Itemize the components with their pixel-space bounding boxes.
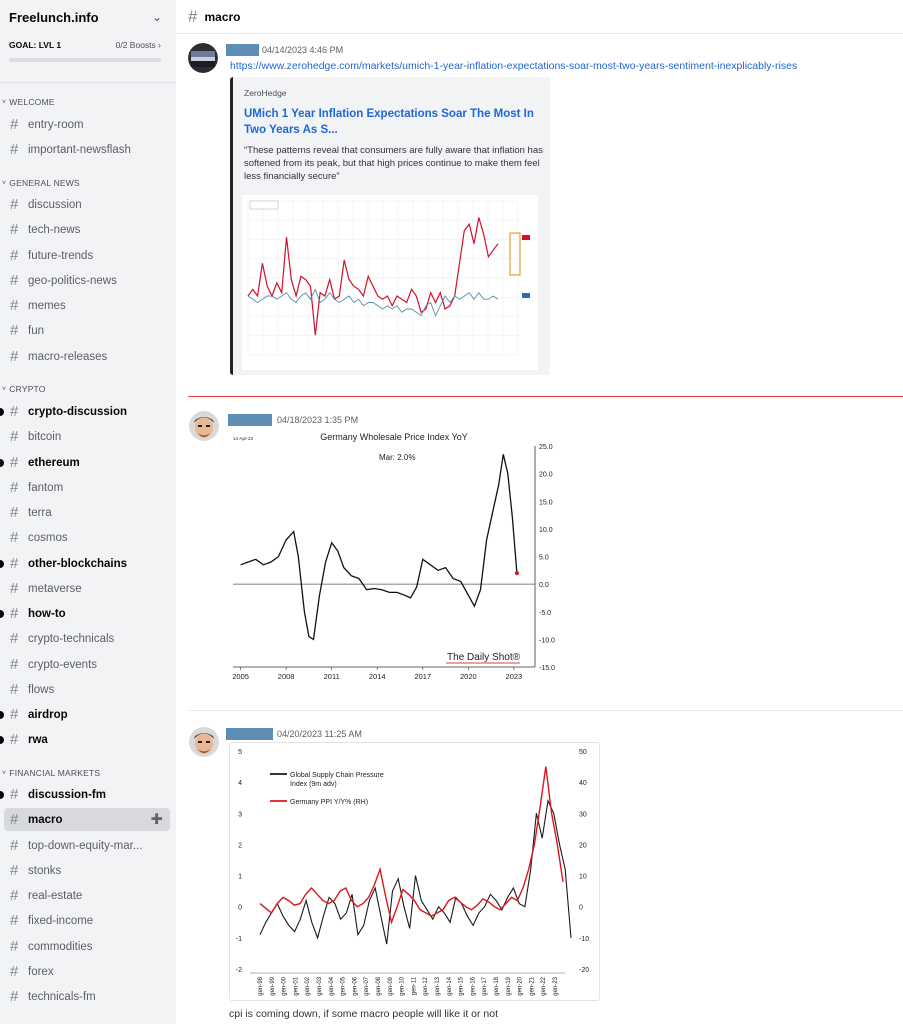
y-right-tick-label: 10 bbox=[579, 873, 587, 881]
value-tag bbox=[522, 235, 530, 240]
source-label: The Daily Shot® bbox=[447, 652, 520, 663]
legend-label-2: Germany PPI Y/Y% (RH) bbox=[290, 799, 369, 806]
channel-label: airdrop bbox=[28, 708, 68, 721]
channel-title: macro bbox=[204, 9, 241, 24]
x-tick-label: gen-11 bbox=[411, 977, 418, 996]
embed-provider: ZeroHedge bbox=[244, 88, 287, 98]
channel-item-metaverse[interactable] bbox=[4, 577, 170, 600]
new-messages-divider bbox=[188, 396, 903, 397]
channel-hash-icon: # bbox=[10, 837, 19, 854]
channel-label: technicals-fm bbox=[28, 990, 96, 1003]
channel-item-macro-releases[interactable] bbox=[4, 345, 170, 368]
unread-indicator bbox=[0, 736, 4, 744]
x-tick-label: gen-17 bbox=[482, 977, 489, 996]
boost-goal[interactable] bbox=[9, 40, 161, 62]
x-tick-label: 2011 bbox=[323, 672, 340, 681]
channel-hash-icon: # bbox=[10, 403, 19, 420]
channel-item-rwa[interactable] bbox=[4, 728, 170, 751]
x-tick-label: gen-14 bbox=[446, 977, 453, 996]
legend-label-1b: Index (9m adv) bbox=[290, 781, 337, 788]
channel-hash-icon: # bbox=[10, 862, 19, 879]
chevron-down-icon[interactable]: ⌄ bbox=[151, 10, 162, 24]
category-label: CRYPTO bbox=[9, 384, 46, 394]
x-tick-label: 2008 bbox=[277, 672, 295, 681]
channel-label: memes bbox=[28, 299, 66, 312]
channel-hash-icon: # bbox=[10, 297, 19, 314]
channel-item-stonks[interactable] bbox=[4, 859, 170, 882]
channel-item-commodities[interactable] bbox=[4, 935, 170, 958]
username[interactable] bbox=[228, 414, 272, 426]
channel-label: discussion-fm bbox=[28, 788, 106, 801]
y-left-tick-label: 5 bbox=[238, 749, 242, 756]
channel-label: entry-room bbox=[28, 118, 84, 131]
channel-item-fixed-income[interactable] bbox=[4, 909, 170, 932]
last-point-marker bbox=[515, 571, 519, 575]
channel-item-fun[interactable] bbox=[4, 319, 170, 342]
message-link[interactable]: https://www.zerohedge.com/markets/umich-1-year-inflation-expectations-soar-most-two-years-sentiment-inexplicably-rises bbox=[230, 60, 798, 72]
y-left-tick-label: 3 bbox=[238, 811, 242, 819]
x-tick-label: gen-09 bbox=[387, 977, 394, 996]
channel-hash-icon: # bbox=[10, 811, 19, 828]
chevron-down-icon: ˅ bbox=[2, 385, 7, 393]
divider bbox=[188, 710, 903, 711]
category-crypto[interactable] bbox=[2, 384, 46, 394]
y-right-tick-label: -10 bbox=[579, 935, 590, 943]
channel-item-memes[interactable] bbox=[4, 294, 170, 317]
channel-label: macro bbox=[28, 813, 63, 826]
channel-hash-icon: # bbox=[10, 605, 19, 622]
channel-label: future-trends bbox=[28, 249, 94, 262]
y-tick-label: 0.0 bbox=[539, 582, 549, 590]
channel-hash-icon: # bbox=[10, 116, 19, 133]
y-left-tick-label: -1 bbox=[235, 935, 242, 943]
channel-item-how-to[interactable] bbox=[4, 602, 170, 625]
channel-hash-icon: # bbox=[10, 529, 19, 546]
embed-description: “These patterns reveal that consumers are fully aware that inflation has softened from its peak, but that high prices continue to make them feel less financially secure” bbox=[244, 145, 543, 182]
x-tick-label: gen-12 bbox=[423, 977, 430, 996]
channel-hash-icon: # bbox=[10, 630, 19, 647]
x-tick-label: gen-22 bbox=[541, 977, 548, 996]
add-member-icon[interactable]: ➕ bbox=[150, 814, 163, 825]
username[interactable] bbox=[226, 728, 273, 740]
y-left-tick-label: 4 bbox=[238, 780, 242, 788]
channel-hash-icon: # bbox=[10, 912, 19, 929]
chart-title: Germany Wholesale Price Index YoY bbox=[320, 432, 468, 442]
image-attachment[interactable] bbox=[229, 742, 600, 1001]
channel-item-macro[interactable] bbox=[4, 808, 170, 831]
channel-item-other-blockchains[interactable] bbox=[4, 552, 170, 575]
legend-label-1: Global Supply Chain Pressure bbox=[290, 772, 384, 779]
x-tick-label: gen-06 bbox=[352, 977, 359, 996]
unread-indicator bbox=[0, 610, 4, 618]
channel-item-technicals-fm[interactable] bbox=[4, 985, 170, 1008]
x-tick-label: gen-23 bbox=[553, 977, 559, 996]
channel-label: important-newsflash bbox=[28, 143, 131, 156]
y-right-tick-label: 0 bbox=[579, 904, 583, 912]
x-tick-label: 2020 bbox=[459, 672, 477, 681]
unread-indicator bbox=[0, 560, 4, 568]
y-tick-label: 25.0 bbox=[539, 444, 553, 451]
x-tick-label: gen-20 bbox=[517, 977, 524, 996]
x-tick-label: gen-07 bbox=[364, 977, 371, 996]
channel-label: discussion bbox=[28, 198, 82, 211]
x-tick-label: 2017 bbox=[414, 672, 432, 681]
channel-item-ethereum[interactable] bbox=[4, 451, 170, 474]
avatar[interactable] bbox=[189, 411, 219, 441]
channel-hash-icon: # bbox=[10, 681, 19, 698]
channel-label: macro-releases bbox=[28, 350, 108, 363]
x-tick-label: 2014 bbox=[368, 672, 386, 681]
channel-hash-icon: # bbox=[10, 141, 19, 158]
category-label: FINANCIAL MARKETS bbox=[9, 768, 101, 778]
channel-hash-icon: # bbox=[10, 221, 19, 238]
series-line bbox=[248, 289, 498, 315]
channel-item-tech-news[interactable] bbox=[4, 218, 170, 241]
channel-item-real-estate[interactable] bbox=[4, 884, 170, 907]
channel-label: flows bbox=[28, 683, 55, 696]
y-right-tick-label: 30 bbox=[579, 811, 587, 819]
channel-label: how-to bbox=[28, 607, 66, 620]
goal-label: GOAL: LVL 1 bbox=[9, 40, 62, 50]
goal-progress-bar bbox=[9, 58, 161, 62]
channel-item-fantom[interactable] bbox=[4, 476, 170, 499]
channel-label: other-blockchains bbox=[28, 557, 128, 570]
y-tick-label: 10.0 bbox=[539, 526, 553, 534]
y-tick-label: -5.0 bbox=[539, 609, 552, 617]
x-tick-label: 2023 bbox=[505, 672, 523, 681]
x-tick-label: gen-16 bbox=[470, 977, 477, 996]
supply-chain-vs-ppi-chart bbox=[230, 743, 599, 1000]
value-tag bbox=[522, 293, 530, 298]
chevron-down-icon: ˅ bbox=[2, 98, 7, 106]
server-header[interactable] bbox=[0, 0, 176, 34]
channel-item-terra[interactable] bbox=[4, 501, 170, 524]
series-line bbox=[260, 767, 563, 923]
germany-wholesale-chart bbox=[229, 430, 558, 685]
channel-label: bitcoin bbox=[28, 430, 62, 443]
channel-hash-icon: # bbox=[10, 272, 19, 289]
channel-hash-icon: # bbox=[10, 348, 19, 365]
channel-hash-icon: # bbox=[10, 706, 19, 723]
x-tick-label: gen-04 bbox=[328, 977, 335, 996]
channel-hash-icon: # bbox=[10, 247, 19, 264]
channel-label: geo-politics-news bbox=[28, 274, 117, 287]
channel-label: tech-news bbox=[28, 223, 81, 236]
channel-label: fixed-income bbox=[28, 914, 94, 927]
channel-hash-icon: # bbox=[10, 454, 19, 471]
embed-chart-image[interactable] bbox=[242, 195, 538, 370]
series-line bbox=[241, 454, 517, 639]
x-tick-label: gen-03 bbox=[317, 977, 323, 996]
link-embed bbox=[230, 77, 550, 375]
channel-item-top-down-equity-mar[interactable] bbox=[4, 834, 170, 857]
category-label: WELCOME bbox=[9, 97, 55, 107]
channel-header bbox=[176, 0, 903, 34]
x-tick-label: gen-05 bbox=[340, 977, 347, 996]
goal-boosts: 0/2 Boosts › bbox=[115, 40, 161, 50]
channel-hash-icon: # bbox=[10, 887, 19, 904]
y-tick-label: -10.0 bbox=[539, 637, 555, 645]
channel-item-bitcoin[interactable] bbox=[4, 425, 170, 448]
x-tick-label: gen-08 bbox=[376, 977, 382, 996]
category-general[interactable] bbox=[2, 178, 80, 188]
x-tick-label: gen-19 bbox=[505, 977, 512, 996]
x-tick-label: 2005 bbox=[232, 672, 249, 681]
channel-label: fantom bbox=[28, 481, 64, 494]
y-right-tick-label: 50 bbox=[579, 749, 587, 756]
y-left-tick-label: 2 bbox=[238, 842, 242, 850]
x-tick-label: gen-02 bbox=[305, 977, 312, 996]
embed-title[interactable]: UMich 1 Year Inflation Expectations Soar The Most In Two Years As S... bbox=[244, 108, 534, 136]
channel-item-cosmos[interactable] bbox=[4, 526, 170, 549]
x-tick-label: gen-10 bbox=[399, 977, 406, 996]
message-timestamp: 04/20/2023 11:25 AM bbox=[277, 729, 362, 739]
x-tick-label: gen-18 bbox=[494, 977, 500, 996]
x-tick-label: gen-99 bbox=[269, 977, 276, 996]
channel-label: rwa bbox=[28, 733, 48, 746]
channel-hash-icon: # bbox=[10, 786, 19, 803]
channel-item-flows[interactable] bbox=[4, 678, 170, 701]
image-attachment[interactable] bbox=[229, 430, 558, 685]
series-line bbox=[248, 218, 498, 336]
channel-hash-icon: # bbox=[10, 322, 19, 339]
y-tick-label: 15.0 bbox=[539, 499, 553, 507]
channel-label: crypto-events bbox=[28, 658, 98, 671]
y-left-tick-label: -2 bbox=[235, 967, 242, 974]
channel-item-crypto-discussion[interactable] bbox=[4, 400, 170, 423]
channel-item-future-trends[interactable] bbox=[4, 244, 170, 267]
y-right-tick-label: 40 bbox=[579, 780, 587, 788]
username[interactable] bbox=[226, 44, 259, 56]
channel-label: terra bbox=[28, 506, 52, 519]
channel-label: crypto-discussion bbox=[28, 405, 128, 418]
channel-hash-icon: # bbox=[10, 580, 19, 597]
channel-item-crypto-events[interactable] bbox=[4, 653, 170, 676]
channel-sidebar bbox=[0, 0, 176, 1024]
series-line bbox=[260, 801, 571, 944]
avatar[interactable] bbox=[189, 727, 219, 757]
y-tick-label: 20.0 bbox=[539, 471, 553, 479]
y-left-tick-label: 0 bbox=[238, 904, 242, 912]
chevron-down-icon: ˅ bbox=[2, 769, 7, 777]
channel-item-forex[interactable] bbox=[4, 960, 170, 983]
channel-label: fun bbox=[28, 324, 44, 337]
x-tick-label: gen-00 bbox=[281, 977, 288, 996]
channel-label: real-estate bbox=[28, 889, 83, 902]
unread-indicator bbox=[0, 408, 4, 416]
divider bbox=[0, 82, 176, 83]
category-welcome[interactable] bbox=[2, 97, 55, 107]
channel-hash-icon: # bbox=[10, 196, 19, 213]
message-timestamp: 04/14/2023 4:46 PM bbox=[262, 45, 344, 55]
y-right-tick-label: 20 bbox=[579, 842, 587, 850]
y-left-tick-label: 1 bbox=[238, 873, 242, 881]
unread-indicator bbox=[0, 459, 4, 467]
channel-label: top-down-equity-mar... bbox=[28, 839, 143, 852]
x-tick-label: gen-13 bbox=[435, 977, 441, 996]
channel-label: crypto-technicals bbox=[28, 632, 115, 645]
x-tick-label: gen-01 bbox=[293, 977, 300, 996]
channel-label: metaverse bbox=[28, 582, 82, 595]
x-tick-label: gen-98 bbox=[258, 977, 264, 996]
channel-hash-icon: # bbox=[10, 988, 19, 1005]
y-tick-label: -15.0 bbox=[539, 665, 555, 672]
y-tick-label: 5.0 bbox=[539, 554, 549, 562]
message-text: cpi is coming down, if some macro people will like it or not bbox=[229, 1008, 499, 1020]
message-timestamp: 04/18/2023 1:35 PM bbox=[277, 415, 359, 425]
channel-hash-icon: # bbox=[10, 428, 19, 445]
channel-hash-icon: # bbox=[10, 479, 19, 496]
channel-label: stonks bbox=[28, 864, 62, 877]
channel-hash-icon: # bbox=[10, 731, 19, 748]
channel-hash-icon: # bbox=[10, 656, 19, 673]
channel-label: forex bbox=[28, 965, 54, 978]
channel-item-crypto-technicals[interactable] bbox=[4, 627, 170, 650]
channel-hash-icon: # bbox=[10, 555, 19, 572]
chart-date: 14-Apr-23 bbox=[233, 436, 254, 441]
channel-item-entry-room[interactable] bbox=[4, 113, 170, 136]
channel-item-geo-politics-news[interactable] bbox=[4, 269, 170, 292]
channel-hash-icon: # bbox=[188, 6, 198, 26]
channel-hash-icon: # bbox=[10, 963, 19, 980]
channel-label: cosmos bbox=[28, 531, 68, 544]
channel-item-important-newsflash[interactable] bbox=[4, 138, 170, 161]
y-right-tick-label: -20 bbox=[579, 967, 590, 974]
channel-item-airdrop[interactable] bbox=[4, 703, 170, 726]
channel-item-discussion[interactable] bbox=[4, 193, 170, 216]
channel-label: commodities bbox=[28, 940, 93, 953]
avatar[interactable] bbox=[188, 43, 218, 73]
channel-label: ethereum bbox=[28, 456, 80, 469]
unread-indicator bbox=[0, 711, 4, 719]
chevron-down-icon: ˅ bbox=[2, 179, 7, 187]
legend-box bbox=[250, 201, 278, 209]
inflation-expectations-chart bbox=[242, 195, 538, 370]
category-label: GENERAL NEWS bbox=[9, 178, 80, 188]
server-name: Freelunch.info bbox=[9, 9, 99, 25]
unread-indicator bbox=[0, 791, 4, 799]
chart-annotation: Mar: 2.0% bbox=[379, 453, 416, 462]
x-tick-label: gen-21 bbox=[529, 977, 536, 996]
x-tick-label: gen-15 bbox=[458, 977, 465, 996]
channel-hash-icon: # bbox=[10, 938, 19, 955]
channel-item-discussion-fm[interactable] bbox=[4, 783, 170, 806]
category-financial[interactable] bbox=[2, 768, 100, 778]
channel-hash-icon: # bbox=[10, 504, 19, 521]
